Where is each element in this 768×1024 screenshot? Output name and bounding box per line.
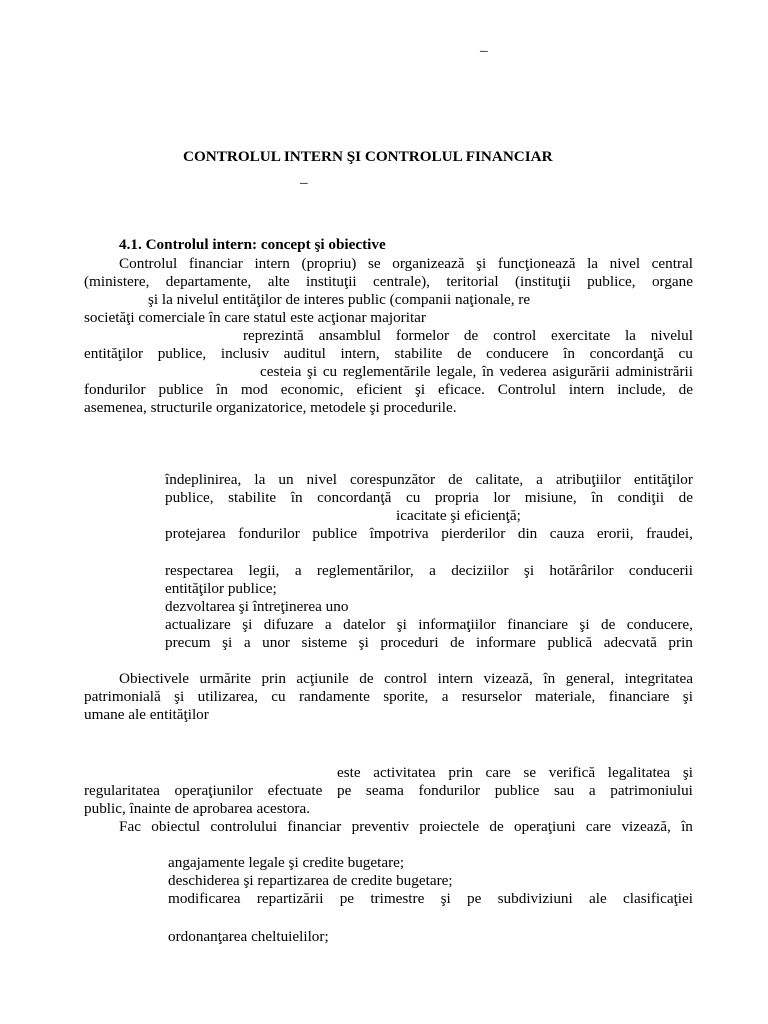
word: prin — [668, 634, 693, 651]
section-heading: 4.1. Controlul intern: concept şi obiective — [119, 236, 386, 253]
word: şi — [358, 634, 369, 651]
word: auditul — [283, 345, 326, 362]
word: pe — [467, 890, 482, 907]
para2-line — [260, 363, 693, 381]
word: în — [681, 818, 693, 835]
word: eficace. — [438, 381, 485, 398]
list1-line: dezvoltarea şi întreţinerea uno — [165, 598, 349, 615]
word: Fac — [119, 818, 141, 835]
word: efectuate — [267, 782, 323, 799]
word: la — [254, 471, 266, 488]
word: eficient — [356, 381, 403, 398]
para2-line — [243, 327, 693, 345]
word: publice, — [165, 489, 214, 506]
word: legale, — [436, 363, 477, 380]
word: a — [294, 562, 302, 579]
word: (ministere, — [84, 273, 150, 290]
word: intern — [254, 255, 290, 272]
word: conducere, — [626, 616, 693, 633]
list2-line: ordonanţarea cheltuielilor; — [168, 928, 329, 945]
word: fraudei, — [646, 525, 693, 542]
title-dash: – — [300, 174, 308, 191]
word: utilizarea, — [197, 688, 258, 705]
word: care — [485, 764, 511, 781]
word: asigurării — [552, 363, 610, 380]
word: central — [651, 255, 693, 272]
word: a — [441, 688, 449, 705]
word: mod — [240, 381, 268, 398]
word: în — [481, 363, 494, 380]
word: şi — [307, 363, 318, 380]
word: clasificaţiei — [623, 890, 693, 907]
word: fondurilor — [84, 381, 146, 398]
word: intern — [437, 670, 474, 687]
word: respectarea — [165, 562, 234, 579]
word: unor — [262, 634, 290, 651]
word: şi — [476, 255, 487, 272]
word: corespunzător — [349, 471, 436, 488]
word: patrimoniului — [610, 782, 693, 799]
word: este — [337, 764, 361, 781]
word: protejarea — [165, 525, 226, 542]
para1-line — [119, 255, 693, 273]
word: ansamblul — [318, 327, 382, 344]
word: (propriu) — [301, 255, 357, 272]
word: din — [517, 525, 538, 542]
word: sporite, — [383, 688, 429, 705]
para4-line — [84, 782, 693, 800]
word: formelor — [395, 327, 450, 344]
word: vizează, — [483, 670, 533, 687]
word: în — [591, 489, 604, 506]
word: şi — [523, 562, 535, 579]
word: a — [536, 471, 543, 488]
word: de — [678, 381, 693, 398]
top-dash: – — [480, 42, 488, 59]
document-title: CONTROLUL INTERN ŞI CONTROLUL FINANCIAR — [183, 148, 553, 165]
word: repartizării — [256, 890, 324, 907]
word: exercitate — [551, 327, 611, 344]
word: prin — [448, 764, 473, 781]
word: sau — [554, 782, 575, 799]
word: entităţilor — [633, 471, 693, 488]
word: care — [585, 818, 612, 835]
word: entităţilor — [84, 345, 144, 362]
word: operaţiuni — [514, 818, 576, 835]
word: financiar — [188, 255, 243, 272]
word: datelor — [343, 616, 386, 633]
word: concordanţă — [317, 489, 392, 506]
word: de — [600, 616, 616, 633]
word: general, — [565, 670, 615, 687]
word: precum — [165, 634, 211, 651]
word: publice — [158, 381, 204, 398]
word: publică — [547, 634, 593, 651]
word: cu — [678, 345, 693, 362]
word: de — [489, 818, 504, 835]
word: materiale, — [535, 688, 596, 705]
word: fondurilor — [418, 782, 481, 799]
word: şi — [440, 890, 451, 907]
word: lor — [493, 489, 511, 506]
word: inclusiv — [220, 345, 269, 362]
word: instituţii — [306, 273, 357, 290]
word: adecvată — [603, 634, 657, 651]
word: pe — [336, 782, 352, 799]
word: fondurilor — [238, 525, 300, 542]
word: prin — [261, 670, 286, 687]
word: ale — [589, 890, 607, 907]
word: actualizare — [165, 616, 231, 633]
word: şi — [579, 616, 590, 633]
list2-line: angajamente legale şi credite bugetare; — [168, 854, 405, 871]
word: administrării — [615, 363, 693, 380]
word: a — [588, 782, 596, 799]
word: organe — [651, 273, 693, 290]
word: reglementărilor, — [316, 562, 414, 579]
word: organizează — [392, 255, 465, 272]
word: funcţionează — [497, 255, 576, 272]
word: financiar — [287, 818, 342, 835]
word: pe — [339, 890, 355, 907]
word: include, — [617, 381, 666, 398]
word: propria — [434, 489, 479, 506]
word: şi — [174, 688, 185, 705]
word: sisteme — [301, 634, 348, 651]
list1-line: icacitate şi eficienţă; — [396, 507, 521, 524]
word: (instituţii — [515, 273, 571, 290]
word: a — [243, 634, 251, 651]
word: conducerii — [628, 562, 693, 579]
word: conducere — [486, 345, 549, 362]
word: seama — [365, 782, 404, 799]
word: difuzare — [263, 616, 314, 633]
word: hotărârilor — [549, 562, 614, 579]
word: controlului — [210, 818, 278, 835]
para1-line — [84, 273, 693, 291]
para4-line: public, înainte de aprobarea acestora. — [84, 800, 311, 817]
word: proceduri — [380, 634, 439, 651]
word: centrale), — [373, 273, 430, 290]
list2-line: deschiderea şi repartizarea de credite bugetare; — [168, 872, 453, 889]
word: regularitatea — [84, 782, 160, 799]
para2-line — [84, 345, 693, 363]
word: calitate, — [475, 471, 524, 488]
word: reglementările — [342, 363, 431, 380]
word: vederea — [499, 363, 547, 380]
word: şi — [396, 616, 407, 633]
word: misiune, — [524, 489, 577, 506]
word: publice — [494, 782, 540, 799]
word: erorii, — [596, 525, 634, 542]
word: pierderilor — [441, 525, 506, 542]
para4-line — [119, 818, 693, 836]
word: verifică — [548, 764, 596, 781]
word: operaţiunilor — [174, 782, 253, 799]
word: control — [384, 670, 428, 687]
word: deciziilor — [451, 562, 509, 579]
para1-line: societăţi comerciale în care statul este acţionar majoritar — [84, 309, 426, 326]
para3-line — [119, 670, 693, 688]
word: preventiv — [351, 818, 409, 835]
word: îndeplinirea, — [165, 471, 242, 488]
word: a — [429, 562, 436, 579]
word: legii, — [248, 562, 280, 579]
list1-line — [165, 525, 693, 543]
list1-line: entităţilor publice; — [165, 580, 277, 597]
word: intern — [568, 381, 605, 398]
word: departamente, — [165, 273, 252, 290]
word: Controlul — [119, 255, 178, 272]
word: control — [493, 327, 537, 344]
word: şi — [682, 764, 693, 781]
list2-line — [168, 890, 693, 908]
list1-line — [165, 616, 693, 634]
word: în — [543, 670, 556, 687]
para2-line: asemenea, structurile organizatorice, metodele şi procedurile. — [84, 399, 457, 416]
word: randamente — [298, 688, 370, 705]
word: informaţiilor — [418, 616, 496, 633]
word: se — [367, 255, 381, 272]
word: activitatea — [373, 764, 436, 781]
word: subdiviziuni — [497, 890, 573, 907]
word: urmărite — [199, 670, 251, 687]
word: un — [278, 471, 294, 488]
word: cesteia — [260, 363, 302, 380]
word: patrimonială — [84, 688, 161, 705]
para2-line — [84, 381, 693, 399]
word: concordanţă — [589, 345, 664, 362]
list1-line — [165, 562, 693, 580]
word: cauza — [549, 525, 585, 542]
word: şi — [222, 634, 233, 651]
list1-line — [165, 634, 693, 652]
word: nivel — [609, 255, 641, 272]
word: a — [324, 616, 332, 633]
word: intern, — [340, 345, 380, 362]
word: trimestre — [370, 890, 425, 907]
word: de — [457, 345, 472, 362]
list1-line — [165, 471, 693, 489]
word: în — [563, 345, 575, 362]
word: teritorial — [446, 273, 499, 290]
word: reprezintă — [243, 327, 304, 344]
word: condiţii — [617, 489, 665, 506]
para4-line — [337, 764, 693, 782]
para1-line: şi la nivelul entităţilor de interes public (companii naţionale, re — [148, 291, 531, 308]
word: stabilite — [228, 489, 277, 506]
word: de — [359, 670, 374, 687]
word: în — [290, 489, 303, 506]
word: la — [587, 255, 599, 272]
word: modificarea — [168, 890, 241, 907]
word: informare — [476, 634, 536, 651]
word: şi — [242, 616, 253, 633]
word: de — [463, 327, 479, 344]
word: nivelul — [650, 327, 693, 344]
word: financiare — [507, 616, 568, 633]
word: economic, — [280, 381, 344, 398]
word: de — [448, 471, 463, 488]
word: publice, — [157, 345, 207, 362]
word: nivel — [306, 471, 337, 488]
word: integritatea — [624, 670, 693, 687]
word: legalitatea — [607, 764, 671, 781]
word: stabilite — [394, 345, 443, 362]
word: de — [450, 634, 465, 651]
word: în — [216, 381, 228, 398]
word: acţiunile — [296, 670, 349, 687]
word: proiectele — [419, 818, 480, 835]
word: atribuţiilor — [555, 471, 621, 488]
word: Controlul — [497, 381, 556, 398]
para3-line: umane ale entităţilor — [84, 706, 209, 723]
word: şi — [414, 381, 426, 398]
word: şi — [682, 688, 693, 705]
word: de — [678, 489, 693, 506]
word: Obiectivele — [119, 670, 189, 687]
word: împotriva — [369, 525, 429, 542]
word: publice — [312, 525, 358, 542]
word: cu — [271, 688, 286, 705]
para3-line — [84, 688, 693, 706]
word: resurselor — [461, 688, 522, 705]
word: obiectul — [151, 818, 201, 835]
word: se — [523, 764, 537, 781]
word: cu — [322, 363, 338, 380]
word: cu — [405, 489, 421, 506]
word: la — [624, 327, 636, 344]
word: vizează, — [621, 818, 671, 835]
word: alte — [267, 273, 290, 290]
word: financiare — [608, 688, 670, 705]
list1-line — [165, 489, 693, 507]
word: publice, — [587, 273, 636, 290]
